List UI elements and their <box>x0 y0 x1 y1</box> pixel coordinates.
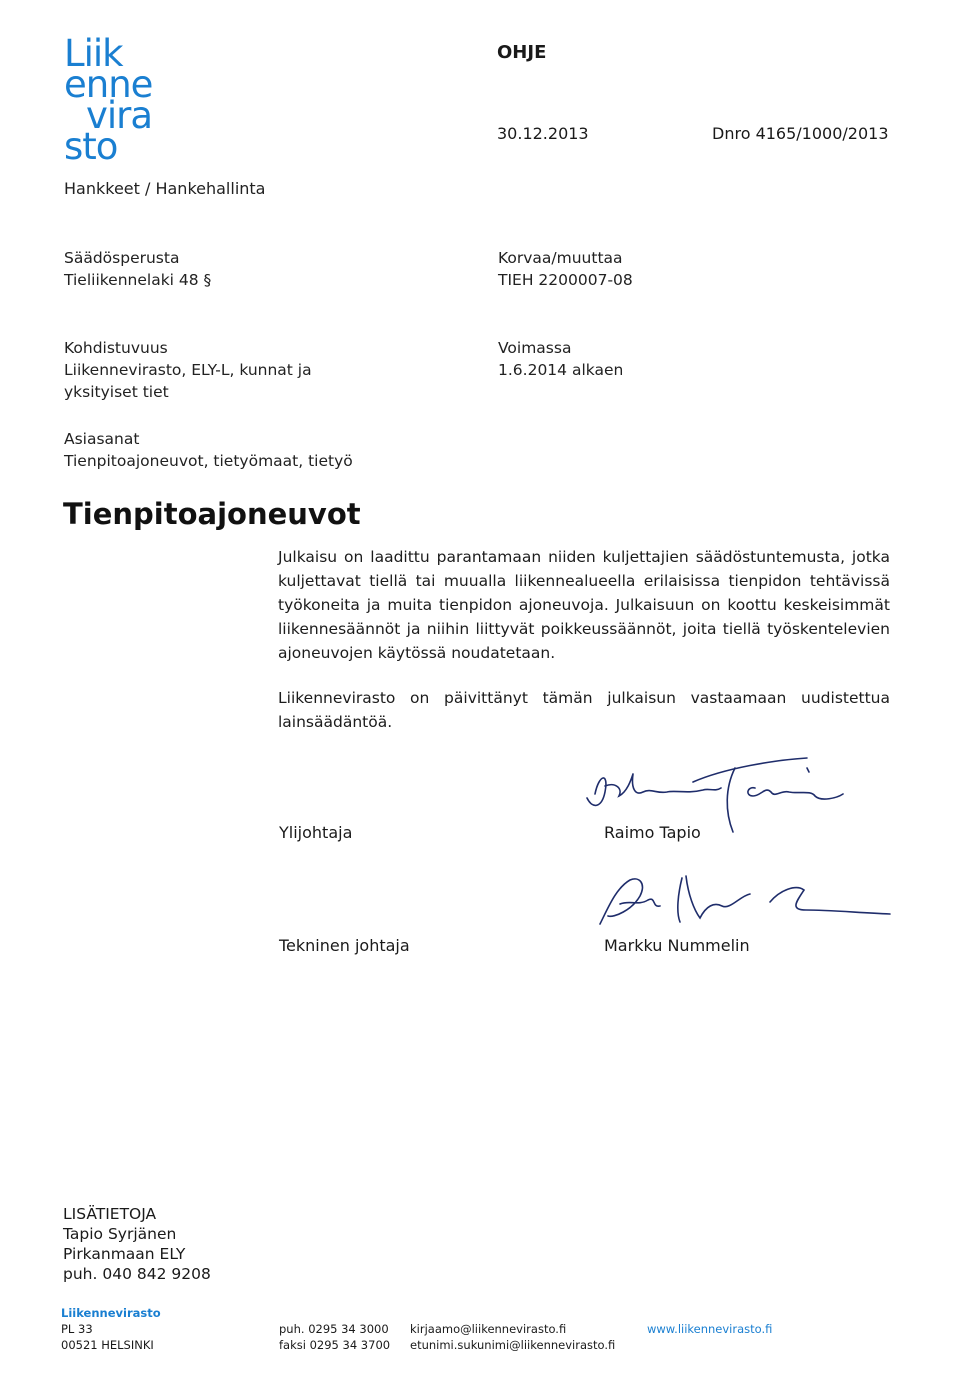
footer-email[interactable]: kirjaamo@liikennevirasto.fi <box>410 1322 567 1336</box>
keywords-label: Asiasanat <box>64 430 140 448</box>
liikennevirasto-logo <box>64 32 184 168</box>
footer-po-box: PL 33 <box>61 1322 93 1336</box>
logo-line: enne <box>64 63 153 106</box>
valid-label: Voimassa <box>498 339 572 357</box>
scope-block <box>64 337 312 403</box>
document-date: 30.12.2013 <box>497 124 589 143</box>
replaces-block <box>498 247 633 291</box>
signature-markku-nummelin <box>590 866 910 936</box>
valid-block <box>498 337 623 381</box>
document-type: OHJE <box>497 42 547 63</box>
keywords-value: Tienpitoajoneuvot, tietyömaat, tietyö <box>64 452 353 470</box>
scope-label: Kohdistuvuus <box>64 339 168 357</box>
body-paragraph-1: Julkaisu on laadittu parantamaan niiden kuljettajien säädöstuntemusta, jotka kuljettavat tiellä tai muualla liikennealueella erilaisissa tienpidon tehtävissä työkoneita ja muita tienpidon ajoneuvoja. Julkaisuun on koottu keskeisimmät liikennesäännöt ja niihin liittyvät poikkeussäännöt, joita tiellä työskentelevien ajoneuvojen käytössä noudatetaan. <box>278 548 890 662</box>
replaces-label: Korvaa/muuttaa <box>498 249 623 267</box>
basis-block <box>64 247 211 291</box>
footer-phone: puh. 0295 34 3000 <box>279 1322 389 1336</box>
footer-email[interactable]: etunimi.sukunimi@liikennevirasto.fi <box>410 1338 616 1352</box>
signer-2-role: Tekninen johtaja <box>279 936 410 955</box>
footer-website-link[interactable]: www.liikennevirasto.fi <box>647 1322 773 1336</box>
valid-value: 1.6.2014 alkaen <box>498 361 624 379</box>
footer-emails <box>410 1321 615 1353</box>
footer-postal: 00521 HELSINKI <box>61 1338 154 1352</box>
logo-line: Liik <box>64 32 123 75</box>
signer-1-role: Ylijohtaja <box>279 823 353 842</box>
logo-line: sto <box>64 125 118 168</box>
document-title: Tienpitoajoneuvot <box>63 497 361 531</box>
basis-value: Tieliikennelaki 48 § <box>64 271 212 289</box>
logo-line: vira <box>86 94 153 137</box>
contact-name: Tapio Syrjänen <box>63 1225 177 1243</box>
contact-org: Pirkanmaan ELY <box>63 1245 186 1263</box>
footer-phones <box>279 1321 390 1353</box>
contact-heading: LISÄTIETOJA <box>63 1205 157 1223</box>
footer-org: Liikennevirasto <box>61 1306 161 1320</box>
contact-block <box>63 1204 211 1284</box>
signer-2-name: Markku Nummelin <box>604 936 750 955</box>
basis-label: Säädösperusta <box>64 249 180 267</box>
document-number: Dnro 4165/1000/2013 <box>712 124 889 143</box>
unit-line: Hankkeet / Hankehallinta <box>64 179 266 198</box>
keywords-block <box>64 428 353 472</box>
footer-fax: faksi 0295 34 3700 <box>279 1338 391 1352</box>
replaces-value: TIEH 2200007-08 <box>498 271 633 289</box>
scope-value: yksityiset tiet <box>64 383 169 401</box>
body-paragraph-2: Liikennevirasto on päivittänyt tämän julkaisun vastaamaan uudistettua lainsäädäntöä. <box>278 689 890 731</box>
signer-1-name: Raimo Tapio <box>604 823 701 842</box>
contact-phone: puh. 040 842 9208 <box>63 1265 211 1283</box>
footer-address <box>61 1305 161 1353</box>
scope-value: Liikennevirasto, ELY-L, kunnat ja <box>64 361 312 379</box>
